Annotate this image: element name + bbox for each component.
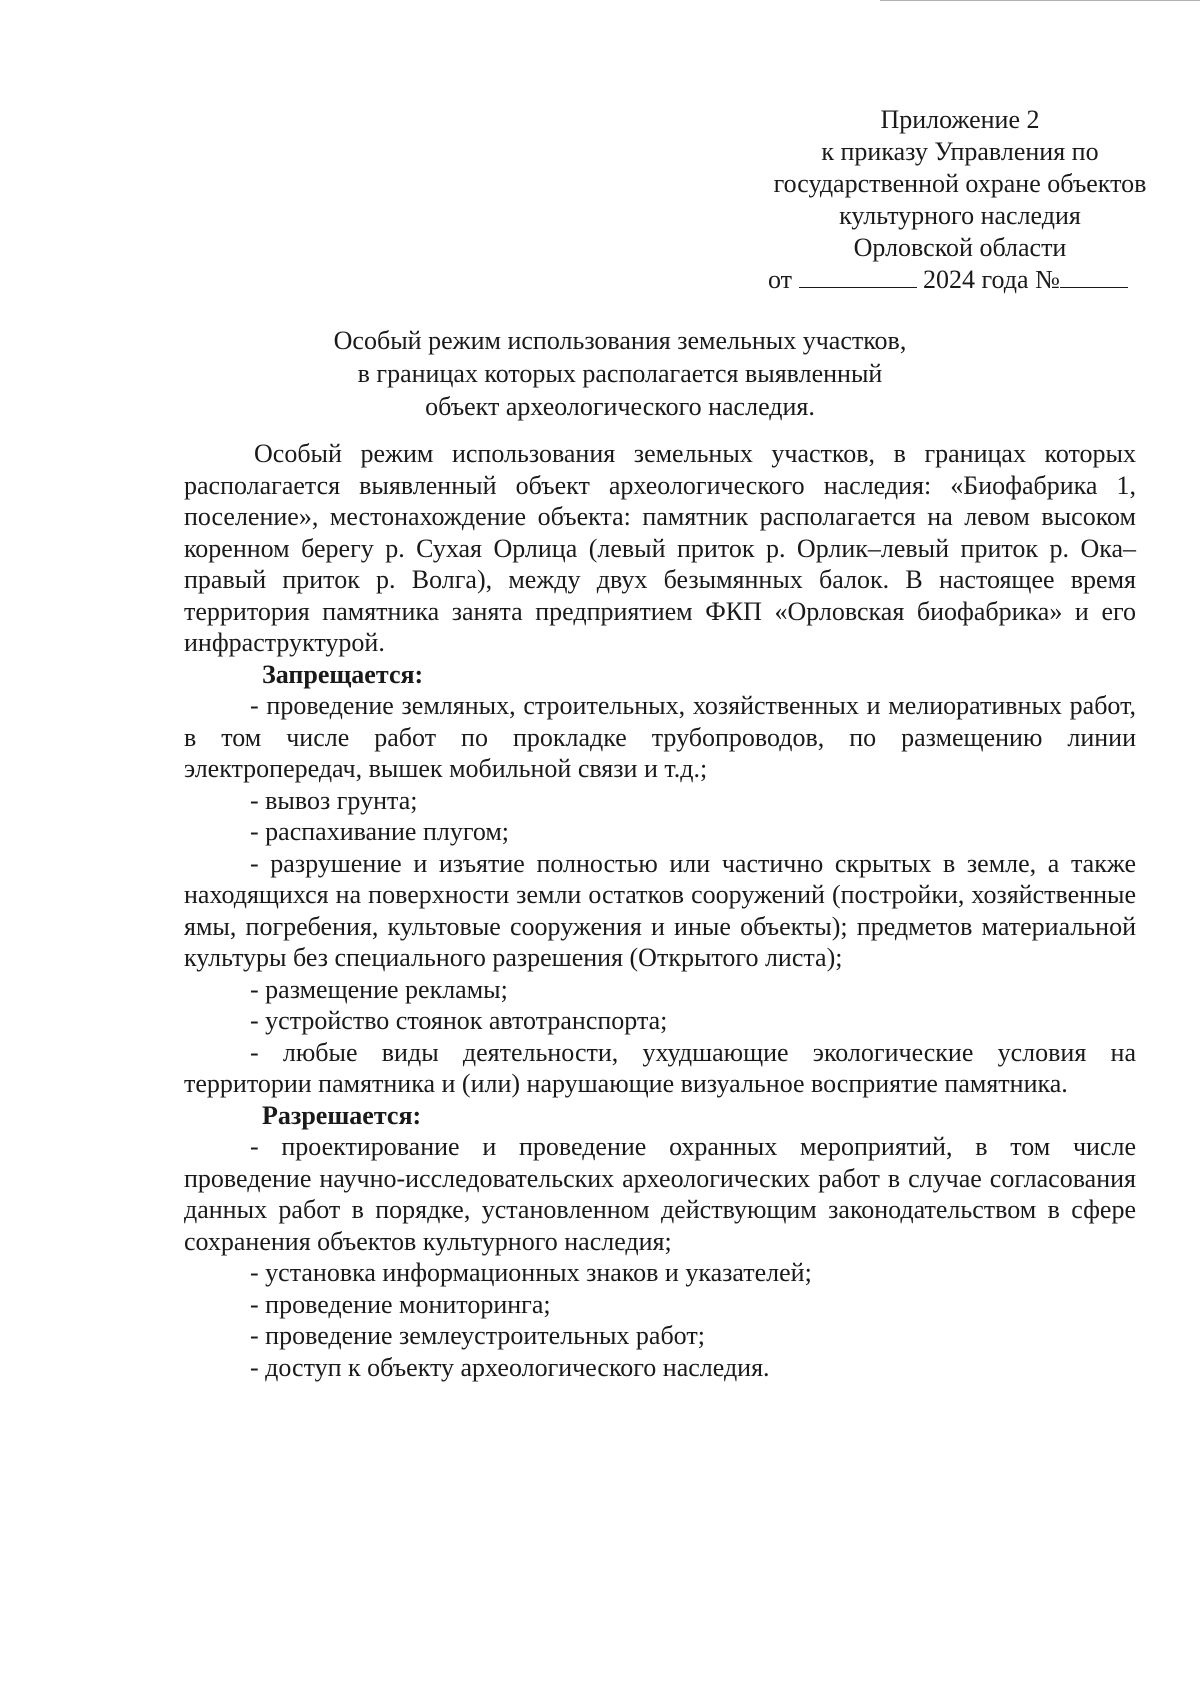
department-name: государственной охране объектов: [773, 169, 1147, 198]
allowed-item: - доступ к объекту археологического наследия.: [250, 1352, 770, 1382]
order-reference: к приказу Управления по: [821, 137, 1099, 166]
prohibited-item: - проведение земляных, строительных, хозяйственных и мелиоративных работ, в том числе работ по прокладке трубопроводов, по размещению линии электропередач, вышек мобильной связи и т.д.;: [184, 691, 1136, 783]
prohibited-item: - разрушение и изъятие полностью или частично скрытых в земле, а также находящихся на поверхности земли остатков сооружений (постройки, хозяйственные ямы, погребения, культовые сооружения и иные объекты); предметов материальной культуры без специального разрешения (Открытого листа);: [184, 848, 1136, 972]
prohibited-item: - размещение рекламы;: [250, 974, 508, 1004]
region-name: Орловской области: [853, 233, 1067, 262]
number-blank: [1060, 265, 1128, 288]
allowed-item: - проведение мониторинга;: [250, 1289, 551, 1319]
allowed-item: - проектирование и проведение охранных мероприятий, в том числе проведение научно-исследовательских археологических работ в случае согласования данных работ в порядке, установленном действующим законодательством в сфере сохранения объектов культурного наследия;: [184, 1132, 1136, 1256]
title-line-1: Особый режим использования земельных участков,: [333, 326, 907, 355]
prohibited-heading: Запрещается:: [262, 659, 424, 689]
allowed-item: - проведение землеустроительных работ;: [250, 1321, 705, 1350]
date-year: 2024 года №: [923, 265, 1060, 294]
appendix-header: [740, 104, 1180, 264]
date-blank: [799, 265, 917, 288]
allowed-item: - установка информационных знаков и указателей;: [250, 1258, 812, 1287]
prohibited-item: - любые виды деятельности, ухудшающие экологические условия на территории памятника и (или) нарушающие визуальное восприятие памятника.: [184, 1037, 1136, 1098]
prohibited-item: - вывоз грунта;: [250, 785, 418, 815]
intro-paragraph: Особый режим использования земельных участков, в границах которых располагается выявленный объект археологического наследия: «Биофабрика 1, поселение», местонахождение объекта: памятник располагается на левом высоком коренном берегу р. Сухая Орлица (левый приток р. Орлик–левый приток р. Ока–правый приток р. Волга), между двух безымянных балок. В настоящее время территория памятника занята предприятием ФКП «Орловская биофабрика» и его инфраструктурой.: [184, 439, 1136, 657]
document-body: [184, 438, 1136, 1383]
department-name-cont: культурного наследия: [839, 201, 1081, 230]
date-prefix: от: [768, 265, 793, 294]
document-title: [300, 324, 940, 423]
order-date-line: [768, 264, 1188, 296]
allowed-heading: Разрешается:: [262, 1100, 422, 1130]
appendix-number: Приложение 2: [880, 105, 1040, 134]
prohibited-item: - распахивание плугом;: [250, 817, 510, 846]
prohibited-item: - устройство стоянок автотранспорта;: [250, 1006, 668, 1035]
scan-edge-line: [880, 0, 1200, 4]
title-line-2: в границах которых располагается выявленный: [357, 359, 883, 388]
title-line-3: объект археологического наследия.: [425, 392, 815, 421]
